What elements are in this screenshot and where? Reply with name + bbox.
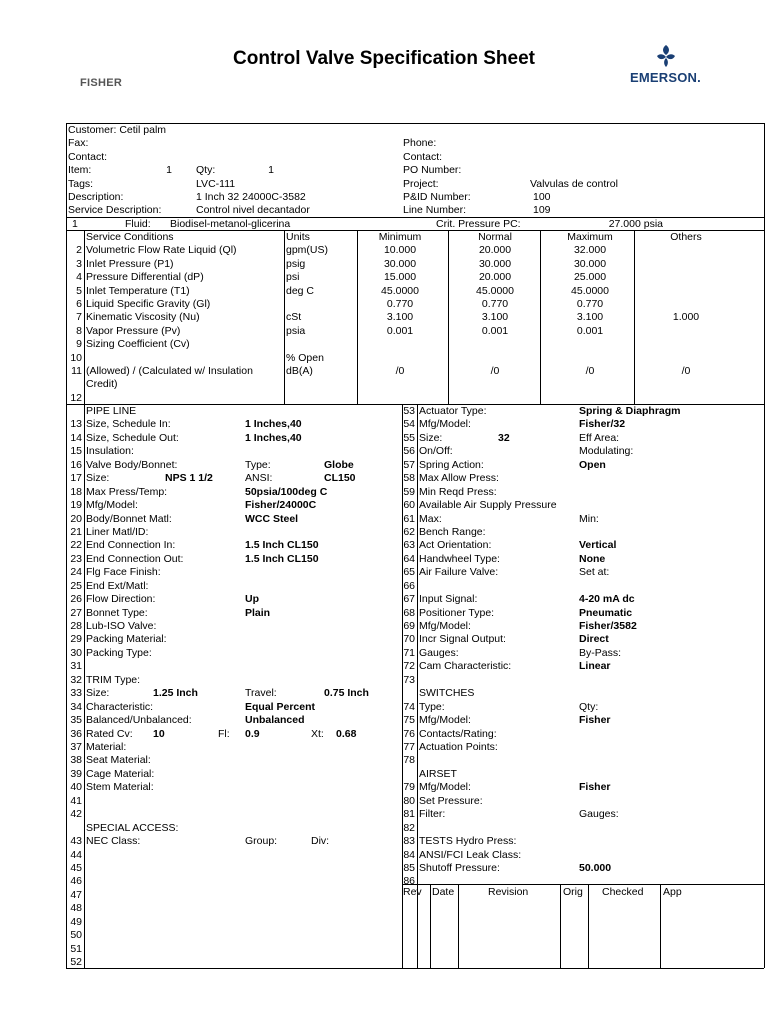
grid-line [588,884,589,968]
row-number: 85 [403,861,415,874]
row-number: 15 [70,445,82,458]
column-header: Normal [478,231,512,243]
row-number: 81 [403,808,415,821]
field-value: Travel: [245,687,277,700]
service-units: gpm(US) [286,244,329,257]
field-label: Liner Matl/ID: [86,525,149,538]
fisher-logo: FISHER [80,77,123,89]
service-min: /0 [395,365,405,377]
service-normal: 20.000 [478,244,512,257]
row-number: 19 [70,499,82,512]
info-label: Contact: [68,150,108,163]
row-number: 68 [403,606,415,619]
service-units: psia [286,324,306,337]
info-label: PO Number: [403,164,462,177]
field-label: Packing Type: [86,646,152,659]
field-label: Size: [419,431,443,444]
row-number: 37 [70,741,82,753]
service-max: 3.100 [576,311,604,324]
column-header: Units [286,231,310,243]
field-value: Group: [245,835,278,848]
row-number: 57 [403,458,415,471]
field-label: Spring Action: [419,458,484,471]
field-value: Xt: [311,727,324,740]
field-label: Shutoff Pressure: [419,861,500,874]
grid-line [66,123,67,968]
service-name: (Allowed) / (Calculated w/ Insulation [86,365,253,377]
field-value: Plain [245,606,271,619]
row-number: 70 [403,633,415,646]
field-value: NPS 1 1/2 [165,472,213,485]
service-max: 0.770 [576,298,604,310]
field-value: Linear [579,660,611,673]
row-number: 32 [70,673,82,686]
info-value: LVC-111 [196,177,236,190]
row-number: 69 [403,620,415,633]
row-number: 74 [403,700,415,713]
row-number: 47 [70,888,82,901]
field-value: Fisher [579,781,611,794]
emerson-logo: EMERSON. [630,70,701,85]
field-value: Fisher [579,714,611,727]
row-number: 86 [403,875,415,888]
crit-value: 27.000 psia [608,218,663,230]
field-label: Seat Material: [86,754,151,767]
field-value: Type: [245,458,271,471]
field-label: Flow Direction: [86,593,156,606]
field-value: Fisher/32 [579,418,626,431]
service-name: Kinematic Viscosity (Nu) [86,311,200,324]
service-other: 1.000 [672,311,700,324]
field-label: ANSI/FCI Leak Class: [419,848,522,861]
service-units: % Open [286,351,324,364]
row-number: 76 [403,727,415,740]
field-value: Fisher/24000C [245,499,317,512]
row-number: 51 [70,942,82,955]
info-label: Phone: [403,137,437,150]
row-number: 44 [70,848,82,861]
row-number: 84 [403,848,415,861]
field-label: Positioner Type: [419,606,495,619]
column-header: Maximum [567,231,613,243]
field-label: Valve Body/Bonnet: [86,458,178,471]
field-label: Flg Face Finish: [86,566,161,579]
field-label: Available Air Supply Pressure [419,499,557,512]
service-max: 45.0000 [571,284,609,297]
row-number: 28 [70,620,82,633]
field-label: Size, Schedule In: [86,418,171,431]
field-value: Qty: [579,700,599,713]
row-number: 5 [76,284,82,297]
field-label: Material: [86,741,127,753]
crit-label: Crit. Pressure PC: [436,218,521,230]
row-number: 49 [70,915,82,928]
row-number: 25 [70,579,82,592]
field-label: Rated Cv: [86,727,133,740]
row-number: 9 [76,338,82,351]
row-number: 61 [403,512,415,525]
field-label: Min Reqd Press: [419,485,497,498]
service-name: Pressure Differential (dP) [86,271,204,284]
field-label: Characteristic: [86,700,154,713]
row-number: 13 [70,418,82,431]
row-number: 53 [403,405,415,417]
field-value: 0.68 [336,727,357,740]
field-value: Eff Area: [579,431,620,444]
info-label: Service Description: [68,204,162,217]
field-label: End Connection Out: [86,552,184,565]
field-value: 50psia/100deg C [245,485,328,498]
revision-header: Date [432,886,455,898]
row-number: 21 [70,525,82,538]
service-normal: 0.001 [481,324,509,337]
field-value: Direct [579,633,609,646]
qty-value: 1 [268,164,274,177]
field-label: NEC Class: [86,835,141,848]
row-number: 26 [70,593,82,606]
field-value: CL150 [324,472,356,485]
row-number: 40 [70,781,82,794]
field-value: Fl: [218,727,230,740]
field-label: Actuator Type: [419,405,487,417]
field-value: Div: [311,835,330,848]
page-title: Control Valve Specification Sheet [233,48,535,69]
field-label: Bonnet Type: [86,606,148,619]
row-number: 38 [70,754,82,767]
field-label: Size, Schedule Out: [86,431,179,444]
row-number: 82 [403,821,415,834]
field-value: 1 Inches,40 [245,431,302,444]
field-value: None [579,552,606,565]
info-label: Contact: [403,150,443,163]
info-label: Customer: Cetil palm [68,124,167,136]
field-label: Actuation Points: [419,741,498,753]
field-value: 0.75 Inch [324,687,369,700]
field-label: Balanced/Unbalanced: [86,714,192,727]
field-label: Max: [419,512,442,525]
row-number: 64 [403,552,415,565]
info-label: Fax: [68,137,89,150]
row-number: 50 [70,929,82,942]
row-number: 35 [70,714,82,727]
row-number: 78 [403,754,415,767]
field-label: Set Pressure: [419,794,483,807]
grid-line [560,884,561,968]
field-label: On/Off: [419,445,453,458]
column-header: Others [670,231,702,243]
row-number: 52 [70,956,82,969]
field-value: 1.5 Inch CL150 [245,539,319,552]
service-other: /0 [681,365,691,377]
field-value: Spring & Diaphragm [579,405,681,417]
service-max: /0 [585,365,595,377]
grid-line [84,230,85,404]
field-label: Act Orientation: [419,539,492,552]
info-value: 100 [533,191,551,203]
grid-line [84,405,85,968]
row-number: 83 [403,835,415,848]
service-normal: 0.770 [481,298,509,310]
service-normal: 30.000 [478,257,512,270]
field-label: Size: [86,687,110,700]
field-label: AIRSET [419,767,457,780]
row-number: 17 [70,472,82,485]
service-units: psig [286,257,306,270]
service-min: 30.000 [383,257,417,270]
row-number: 73 [403,673,415,686]
row-number: 77 [403,741,415,753]
field-label: Lub-ISO Valve: [86,620,157,633]
row-number: 30 [70,646,82,659]
field-label: Contacts/Rating: [419,727,497,740]
field-label: End Connection In: [86,539,176,552]
field-label: Type: [419,700,445,713]
field-value: 4-20 mA dc [579,593,635,606]
fluid-label: Fluid: [125,218,151,230]
field-label: Mfg/Model: [419,620,471,633]
info-value: Control nivel decantador [196,204,310,217]
service-min: 3.100 [386,311,414,324]
row-number: 27 [70,606,82,619]
field-value: 1.25 Inch [153,687,198,700]
info-label: Tags: [68,177,94,190]
row-number: 36 [70,727,82,740]
field-value: Unbalanced [245,714,305,727]
emerson-logo-icon [654,44,678,68]
service-min: 45.0000 [381,284,419,297]
field-value: Set at: [579,566,610,579]
field-value: Gauges: [579,808,619,821]
service-normal: 3.100 [481,311,509,324]
service-max: 0.001 [576,324,604,337]
row-number: 34 [70,700,82,713]
info-value: 1 Inch 32 24000C-3582 [196,191,306,203]
field-value: Globe [324,458,354,471]
row-number: 66 [403,579,415,592]
grid-line [66,968,764,969]
service-name: Vapor Pressure (Pv) [86,324,181,337]
row-number: 4 [76,271,82,284]
row-number: 31 [70,660,82,673]
field-label: SPECIAL ACCESS: [86,821,179,834]
field-label: End Ext/Matl: [86,579,149,592]
service-units: dB(A) [286,365,313,377]
service-normal: 45.0000 [476,284,514,297]
row-number: 58 [403,472,415,485]
row-number: 67 [403,593,415,606]
service-name: Volumetric Flow Rate Liquid (Ql) [86,244,237,257]
field-label: TRIM Type: [86,673,141,686]
service-min: 0.770 [386,298,414,310]
field-label: Incr Signal Output: [419,633,506,646]
row-number: 43 [70,835,82,848]
field-label: Mfg/Model: [419,418,471,431]
field-value: 0.9 [245,727,260,740]
row-number: 11 [71,365,82,377]
field-value: Pneumatic [579,606,633,619]
row-number: 6 [76,298,82,310]
row-number: 60 [403,499,415,512]
grid-line [660,884,661,968]
service-max: 30.000 [573,257,607,270]
row-number: 79 [403,781,415,794]
qty-label: Qty: [196,164,216,177]
service-min: 15.000 [383,271,417,284]
row-number: 3 [76,257,82,270]
field-label: Body/Bonnet Matl: [86,512,172,525]
service-units: deg C [286,284,315,297]
field-value: Min: [579,512,599,525]
service-normal: 20.000 [478,271,512,284]
service-units: psi [286,271,300,284]
service-name: Inlet Temperature (T1) [86,284,190,297]
row-number: 29 [70,633,82,646]
info-label: P&ID Number: [403,191,471,203]
fluid-value: Biodisel-metanol-glicerina [170,218,291,230]
field-label: Stem Material: [86,781,154,794]
field-label: Size: [86,472,110,485]
column-header: Minimum [378,231,422,243]
field-value: Up [245,593,259,606]
row-number: 48 [70,902,82,915]
row-number: 22 [70,539,82,552]
info-value: 109 [533,204,551,217]
service-max: 25.000 [573,271,607,284]
info-label: Project: [403,177,439,190]
service-units: cSt [286,311,302,324]
row-number: 72 [403,660,415,673]
row-number: 55 [403,431,415,444]
service-max: 32.000 [573,244,607,257]
service-name: Credit) [86,378,118,391]
row-number: 56 [403,445,415,458]
row-number: 20 [70,512,82,525]
row-number: 7 [76,311,82,324]
grid-line [284,230,285,404]
service-min: 0.001 [386,324,414,337]
row-number: 54 [403,418,415,431]
row-number: 2 [76,244,82,257]
row-number: 71 [403,646,415,659]
row-number: 42 [70,808,82,821]
field-label: Mfg/Model: [86,499,138,512]
row-number: 46 [70,875,82,888]
row-number: 41 [70,794,82,807]
row-number: 8 [76,324,82,337]
field-value: By-Pass: [579,646,622,659]
field-value: ANSI: [245,472,273,485]
info-value: 1 [166,164,172,177]
row-number: 62 [403,525,415,538]
grid-line [430,884,431,968]
field-value: WCC Steel [245,512,299,525]
field-label: SWITCHES [419,687,475,700]
field-value: 50.000 [579,861,612,874]
row-number: 75 [403,714,415,727]
field-label: Cam Characteristic: [419,660,512,673]
field-value: Equal Percent [245,700,316,713]
field-value: 32 [498,431,510,444]
row-number: 16 [70,458,82,471]
field-label: Max Press/Temp: [86,485,168,498]
row-number: 24 [70,566,82,579]
row-number: 59 [403,485,415,498]
field-label: Gauges: [419,646,459,659]
row-number: 14 [70,431,82,444]
revision-header: App [663,886,682,898]
field-value: Open [579,458,606,471]
grid-line [402,884,764,885]
service-normal: /0 [490,365,500,377]
grid-line [66,123,764,124]
column-header: Service Conditions [86,231,174,243]
info-label: Line Number: [403,204,467,217]
field-label: Packing Material: [86,633,167,646]
row-number: 65 [403,566,415,579]
row-number: 45 [70,861,82,874]
field-label: Air Failure Valve: [419,566,499,579]
field-label: Handwheel Type: [419,552,500,565]
info-value: Valvulas de control [530,177,618,190]
field-label: Input Signal: [419,593,478,606]
service-name: Liquid Specific Gravity (Gl) [86,298,211,310]
grid-line [764,123,765,968]
field-value: 1.5 Inch CL150 [245,552,319,565]
revision-header: Orig [563,886,583,898]
field-value: Vertical [579,539,617,552]
service-name: Sizing Coefficient (Cv) [86,338,190,351]
field-value: 1 Inches,40 [245,418,302,431]
revision-header: Revision [488,886,529,898]
row-number: 39 [70,767,82,780]
field-label: Mfg/Model: [419,781,471,794]
row-number: 23 [70,552,82,565]
field-label: Insulation: [86,445,134,458]
info-label: Item: [68,164,92,177]
row-number: 12 [70,391,82,404]
revision-header: Checked [602,886,644,898]
row-number: 1 [72,218,78,230]
row-number: 10 [70,351,82,364]
service-name: Inlet Pressure (P1) [86,257,174,270]
grid-line [458,884,459,968]
field-value: Fisher/3582 [579,620,637,633]
field-label: Max Allow Press: [419,472,499,485]
field-value: Modulating: [579,445,634,458]
field-label: TESTS Hydro Press: [419,835,517,848]
field-label: Mfg/Model: [419,714,471,727]
revision-header: Rev [403,886,422,898]
row-number: 80 [403,794,415,807]
service-min: 10.000 [383,244,417,257]
row-number: 63 [403,539,415,552]
field-label: Filter: [419,808,446,821]
field-label: Bench Range: [419,525,486,538]
info-label: Description: [68,191,124,203]
field-label: PIPE LINE [86,405,137,417]
field-value: 10 [153,727,165,740]
field-label: Cage Material: [86,767,155,780]
row-number: 33 [70,687,82,700]
row-number: 18 [70,485,82,498]
